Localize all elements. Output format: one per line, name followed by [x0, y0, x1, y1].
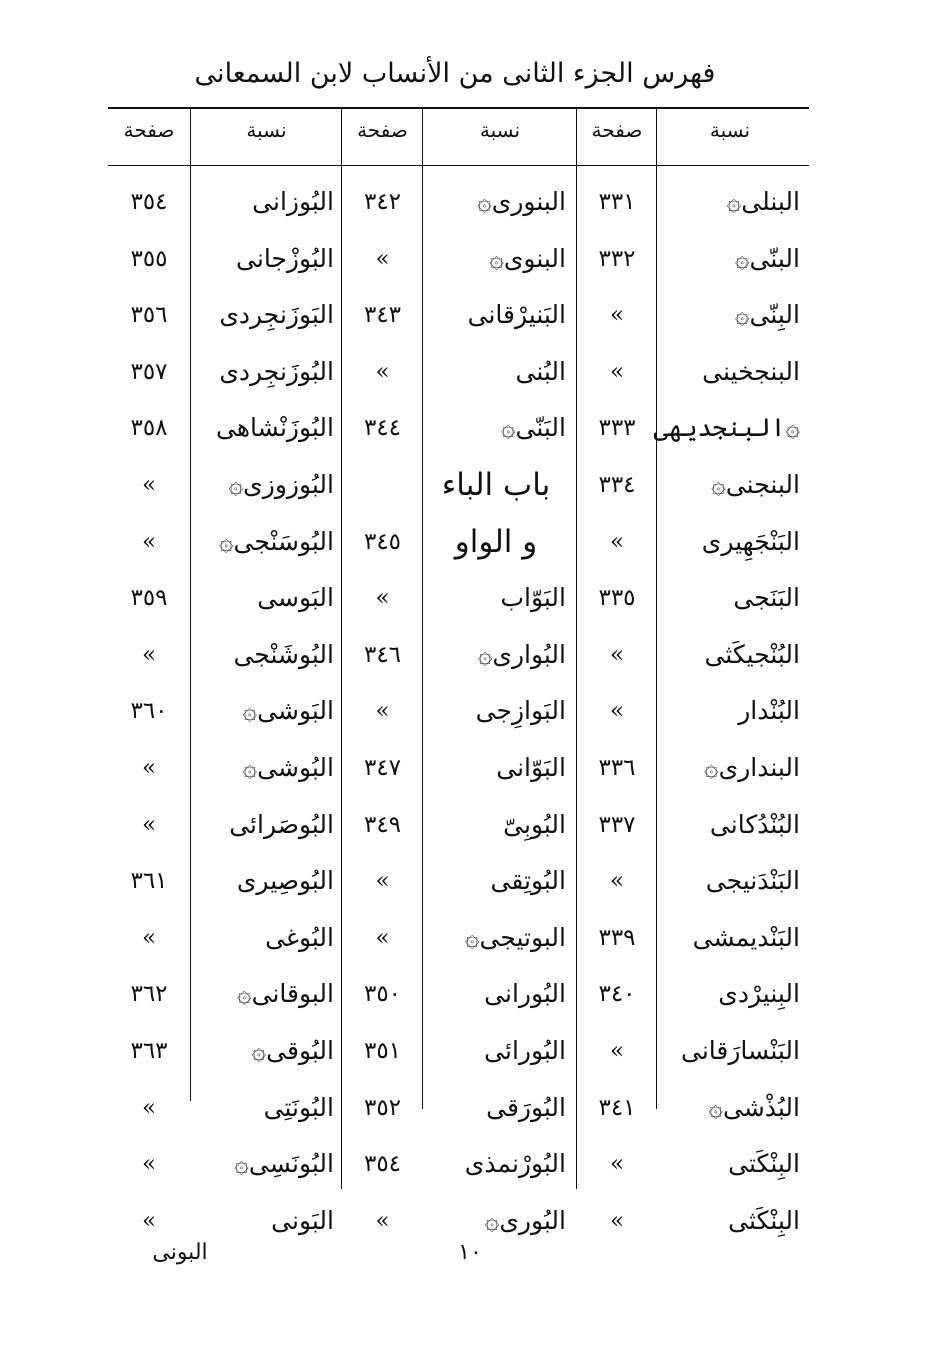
entry-name-left: البُوسَنْجى۞ [218, 527, 334, 556]
column-divider [656, 109, 657, 1109]
entry-page-right: ٣٣٦ [598, 755, 636, 781]
entry-name-left: البُوزوزى۞ [228, 470, 334, 499]
entry-name-middle: البُوتِقى [490, 866, 566, 895]
section-heading: باب الباء [441, 467, 551, 503]
entry-page-middle: ٣٥٤ [363, 1151, 402, 1177]
entry-page-right: ٣٣٩ [598, 925, 636, 951]
column-divider [422, 109, 423, 1109]
entry-name-middle: البَوّانى [496, 753, 566, 782]
entry-name-right: البنّى۞ [734, 244, 800, 273]
entry-page-right: ٣٣٤ [598, 472, 636, 498]
entry-name-middle: البَوّاب [500, 583, 566, 612]
entry-name-middle: البُنى [515, 357, 566, 386]
entry-name-right: البِنّى۞ [734, 300, 800, 329]
entry-page-left: ٣٦٢ [130, 981, 168, 1007]
entry-name-left: البُوقى۞ [251, 1036, 334, 1065]
entry-name-middle: البَوازِجى [475, 696, 566, 725]
entry-name-left: البُوزانى [252, 187, 334, 216]
entry-name-right: البَنْجَهِيرى [701, 527, 800, 556]
entry-name-left: البُوشى۞ [242, 753, 334, 782]
entry-page-middle: ٣٥٠ [363, 981, 402, 1007]
entry-page-left: ٣٥٦ [130, 302, 168, 328]
entry-name-right: البِنْكَتى [728, 1149, 800, 1178]
entry-page-left: ٣٦١ [130, 868, 168, 894]
entry-name-left: البَوشى۞ [242, 696, 334, 725]
entry-page-right: ٣٣٣ [598, 415, 636, 441]
entry-page-left: » [141, 529, 157, 555]
entry-name-middle: البنوى۞ [489, 244, 566, 273]
entry-page-left: » [141, 1208, 157, 1234]
entry-page-middle: » [375, 246, 390, 272]
page-number: ١٠ [458, 1240, 482, 1265]
entry-page-middle: ٣٥١ [363, 1038, 402, 1064]
entry-page-middle: ٣٤٢ [363, 189, 402, 215]
entry-page-left: ٣٥٨ [130, 415, 168, 441]
column-divider [576, 109, 577, 1189]
entry-page-middle: ٣٤٣ [363, 302, 402, 328]
entry-page-left: ٣٥٤ [130, 189, 168, 215]
entry-name-right: البُنْدُكانى [709, 810, 800, 839]
entry-name-middle: البُورْنمذى [464, 1149, 566, 1178]
entry-name-right: ۞البنجديهى [653, 413, 800, 442]
entry-name-left: البوقانى۞ [236, 979, 334, 1008]
header-nisba-2: نسبة [479, 118, 521, 142]
entry-page-middle: » [375, 868, 390, 894]
entry-name-middle: البُوبِىّ [503, 810, 566, 839]
entry-name-left: البُوزَنْشاهى [216, 413, 334, 442]
entry-page-middle: » [375, 698, 390, 724]
entry-name-right: البُنْدار [738, 696, 800, 725]
entry-name-right: البنلى۞ [726, 187, 800, 216]
entry-page-left: » [141, 1151, 157, 1177]
entry-name-right: البَنَجى [733, 583, 800, 612]
page-title: فهرس الجزء الثانى من الأنساب لابن السمعانى [194, 58, 716, 89]
entry-page-right: » [609, 1208, 625, 1234]
entry-page-left: » [141, 755, 157, 781]
entry-page-right: ٣٣٥ [598, 585, 636, 611]
entry-page-middle: ٣٥٢ [363, 1095, 402, 1121]
entry-page-left: ٣٥٧ [130, 359, 168, 385]
entry-page-left: » [141, 472, 157, 498]
entry-name-right: البندارى۞ [703, 753, 800, 782]
header-nisba-1: نسبة [709, 118, 751, 142]
entry-page-right: » [609, 1038, 625, 1064]
entry-page-left: ٣٥٥ [130, 246, 168, 272]
entry-name-left: البُوشَنْجى [233, 640, 334, 669]
entry-page-middle: ٣٤٩ [363, 812, 402, 838]
entry-page-middle: » [375, 585, 390, 611]
entry-name-right: البُذْشى۞ [708, 1093, 800, 1122]
entry-name-middle: البُورَقى [486, 1093, 566, 1122]
entry-page-right: ٣٤٠ [598, 981, 636, 1007]
entry-name-middle: البنورى۞ [477, 187, 566, 216]
entry-page-middle [343, 465, 422, 505]
entry-name-right: البُنْجيكَثى [704, 640, 800, 669]
top-rule [108, 107, 809, 109]
entry-name-right: البنجنى۞ [711, 470, 800, 499]
entry-name-left: البُوصِيرى [236, 866, 334, 895]
entry-name-middle: البُورانى [484, 979, 566, 1008]
entry-page-right: ٣٣٧ [598, 812, 636, 838]
entry-page-middle: » [375, 359, 390, 385]
entry-name-right: البَنْدَنيجى [705, 866, 800, 895]
header-page-2: صفحة [357, 118, 408, 142]
entry-page-right: » [609, 698, 625, 724]
entry-page-right: » [609, 1151, 625, 1177]
entry-page-right: » [609, 642, 625, 668]
entry-page-left: ٣٦٣ [130, 1038, 168, 1064]
header-page-3: صفحة [123, 118, 175, 142]
section-heading: و الواو [454, 524, 538, 560]
entry-page-middle: ٣٤٧ [363, 755, 402, 781]
entry-name-right: البِنْكَثى [728, 1206, 800, 1235]
header-page-1: صفحة [591, 118, 643, 142]
entry-page-left: » [141, 642, 157, 668]
entry-name-left: البَوزَنجِردى [219, 300, 334, 329]
entry-page-right: ٣٣١ [598, 189, 636, 215]
entry-name-left: البَونى [271, 1206, 334, 1235]
entry-name-left: البُوصَرائى [229, 810, 334, 839]
entry-page-middle: ٣٤٥ [363, 529, 402, 555]
entry-name-right: البَنْسارَقانى [680, 1036, 800, 1065]
entry-name-left: البُوزَنجِردى [219, 357, 334, 386]
entry-name-left: البُوزْجانى [236, 244, 334, 273]
entry-page-right: » [609, 529, 625, 555]
entry-name-left: البُونَتِى [263, 1093, 334, 1122]
entry-page-right: » [609, 868, 625, 894]
entry-name-middle: البُورى۞ [484, 1206, 566, 1235]
entry-page-middle: ٣٤٤ [363, 415, 402, 441]
entry-page-right: ٣٤١ [598, 1095, 636, 1121]
entry-page-right: » [609, 359, 625, 385]
entry-name-middle: البَنّى۞ [500, 413, 566, 442]
catchword: البونى [152, 1240, 208, 1265]
entry-name-right: البِنيرْدى [718, 979, 800, 1008]
column-divider [341, 109, 342, 1189]
entry-name-middle: البوتيجى۞ [464, 923, 566, 952]
entry-page-middle: » [375, 925, 390, 951]
entry-name-right: البنجخينى [702, 357, 800, 386]
entry-page-right: ٣٣٢ [598, 246, 636, 272]
column-divider [190, 109, 191, 1101]
entry-page-left: ٣٦٠ [130, 698, 168, 724]
entry-name-left: البُونَسِى۞ [234, 1149, 334, 1178]
entry-page-left: » [141, 925, 157, 951]
entry-page-middle: ٣٤٦ [363, 642, 402, 668]
entry-page-right: » [609, 302, 625, 328]
entry-page-left: » [141, 1095, 157, 1121]
header-nisba-3: نسبة [246, 118, 287, 142]
entry-page-left: » [141, 812, 157, 838]
header-rule [108, 165, 809, 166]
entry-name-left: البُوغى [265, 923, 334, 952]
entry-name-left: البَوسى [257, 583, 334, 612]
entry-page-left: ٣٥٩ [130, 585, 168, 611]
entry-name-middle: البَنيرْقانى [467, 300, 566, 329]
entry-name-middle: البُوارى۞ [477, 640, 566, 669]
entry-name-right: البَنْديمشى [692, 923, 800, 952]
entry-name-middle: البُورائى [484, 1036, 566, 1065]
entry-page-middle: » [375, 1208, 390, 1234]
